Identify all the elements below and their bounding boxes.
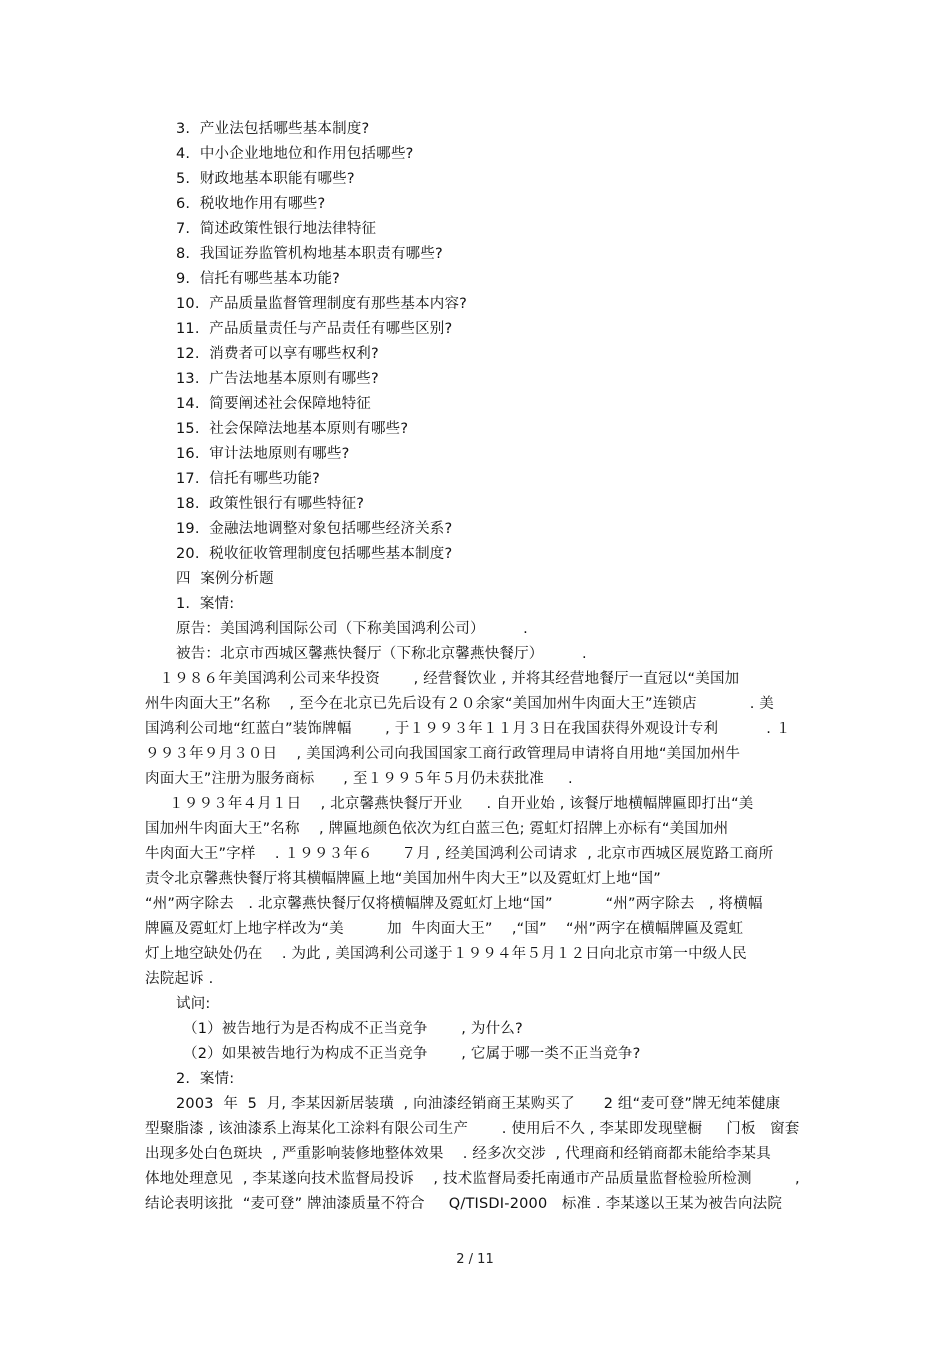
case-paragraph-line: 法院起诉 . bbox=[145, 971, 214, 987]
question-item: 8. 我国证券监管机构地基本职责有哪些? bbox=[176, 246, 443, 262]
question-item: 9. 信托有哪些基本功能? bbox=[176, 271, 341, 287]
question-item: 11. 产品质量责任与产品责任有哪些区别? bbox=[176, 321, 453, 337]
section-heading: 四 案例分析题 bbox=[176, 571, 274, 587]
ask-label: 试问: bbox=[176, 996, 211, 1012]
case-paragraph-line: 牌匾及霓虹灯上地字样改为“美 加 牛肉面大王” ,“国” “州”两字在横幅牌匾及霓虹 bbox=[145, 921, 744, 937]
ask-item: （1）被告地行为是否构成不正当竞争 , 为什么? bbox=[183, 1021, 523, 1037]
case-paragraph-line: “州”两字除去 . 北京馨燕快餐厅仅将横幅牌及霓虹灯上地“国” “州”两字除去 , 将横幅 bbox=[145, 896, 763, 912]
case-paragraph-line: 肉面大王”注册为服务商标 , 至１９９５年５月仍未获批准 . bbox=[145, 771, 573, 787]
case-paragraph-line: １９８６年美国鸿利公司来华投资 , 经营餐饮业 , 并将其经营地餐厅一直冠以“美国加 bbox=[145, 671, 740, 687]
question-item: 6. 税收地作用有哪些? bbox=[176, 196, 326, 212]
case-paragraph-line: 责令北京馨燕快餐厅将其横幅牌匾上地“美国加州牛肉大王”以及霓虹灯上地“国” bbox=[145, 871, 661, 887]
question-item: 7. 简述政策性银行地法律特征 bbox=[176, 221, 377, 237]
case-paragraph-line: 结论表明该批 “麦可登” 牌油漆质量不符合 Q/TISDI-2000 标准 . 李某遂以王某为被告向法院 bbox=[145, 1196, 783, 1212]
case-defendant: 被告：北京市西城区馨燕快餐厅（下称北京馨燕快餐厅） . bbox=[176, 646, 587, 662]
case-paragraph-line: 型聚脂漆 , 该油漆系上海某化工涂料有限公司生产 . 使用后不久 , 李某即发现壁橱 门板 窗套 bbox=[145, 1121, 800, 1137]
case-paragraph-line: 体地处理意见 , 李某遂向技术监督局投诉 , 技术监督局委托南通市产品质量监督检验所检测 , bbox=[145, 1171, 800, 1187]
case-label: 1. 案情: bbox=[176, 596, 235, 612]
page-number: 2 / 11 bbox=[456, 1252, 494, 1267]
question-item: 18. 政策性银行有哪些特征? bbox=[176, 496, 365, 512]
case-paragraph-line: 灯上地空缺处仍在 . 为此 , 美国鸿利公司遂于１９９４年５月１２日向北京市第一中级人民 bbox=[145, 946, 747, 962]
ask-item: （2）如果被告地行为构成不正当竞争 , 它属于哪一类不正当竞争? bbox=[183, 1046, 641, 1062]
case-label: 2. 案情: bbox=[176, 1071, 235, 1087]
case-paragraph-line: 州牛肉面大王”名称 , 至今在北京已先后设有２０余家“美国加州牛肉面大王”连锁店 . 美 bbox=[145, 696, 775, 712]
case-paragraph-line: ９９３年９月３０日 , 美国鸿利公司向我国国家工商行政管理局申请将自用地“美国加州牛 bbox=[145, 746, 741, 762]
question-item: 17. 信托有哪些功能? bbox=[176, 471, 321, 487]
case-plaintiff: 原告：美国鸿利国际公司（下称美国鸿利公司） . bbox=[176, 621, 528, 637]
case-paragraph-line: 2003 年 5 月, 李某因新居装璜 , 向油漆经销商王某购买了 2 组“麦可登”牌无纯苯健康 bbox=[176, 1096, 781, 1112]
question-item: 19. 金融法地调整对象包括哪些经济关系? bbox=[176, 521, 453, 537]
case-paragraph-line: 国鸿利公司地“红蓝白”装饰牌幅 , 于１９９３年１１月３日在我国获得外观设计专利 . １ bbox=[145, 721, 791, 737]
question-item: 16. 审计法地原则有哪些? bbox=[176, 446, 350, 462]
question-item: 14. 简要阐述社会保障地特征 bbox=[176, 396, 371, 412]
question-item: 10. 产品质量监督管理制度有那些基本内容? bbox=[176, 296, 468, 312]
case-paragraph-line: 出现多处白色斑块 , 严重影响装修地整体效果 . 经多次交涉 , 代理商和经销商都未能给李某具 bbox=[145, 1146, 771, 1162]
question-item: 5. 财政地基本职能有哪些? bbox=[176, 171, 355, 187]
case-paragraph-line: １９９３年４月１日 , 北京馨燕快餐厅开业 . 自开业始 , 该餐厅地横幅牌匾即打出“美 bbox=[145, 796, 754, 812]
question-item: 20. 税收征收管理制度包括哪些基本制度? bbox=[176, 546, 453, 562]
case-paragraph-line: 牛肉面大王”字样 . １９９３年６ ７月 , 经美国鸿利公司请求 , 北京市西城区展览路工商所 bbox=[145, 846, 774, 862]
case-paragraph-line: 国加州牛肉面大王”名称 , 牌匾地颜色依次为红白蓝三色; 霓虹灯招牌上亦标有“美国加州 bbox=[145, 821, 729, 837]
question-item: 13. 广告法地基本原则有哪些? bbox=[176, 371, 379, 387]
question-item: 4. 中小企业地地位和作用包括哪些? bbox=[176, 146, 414, 162]
question-item: 12. 消费者可以享有哪些权利? bbox=[176, 346, 379, 362]
question-item: 15. 社会保障法地基本原则有哪些? bbox=[176, 421, 409, 437]
question-item: 3. 产业法包括哪些基本制度? bbox=[176, 121, 370, 137]
